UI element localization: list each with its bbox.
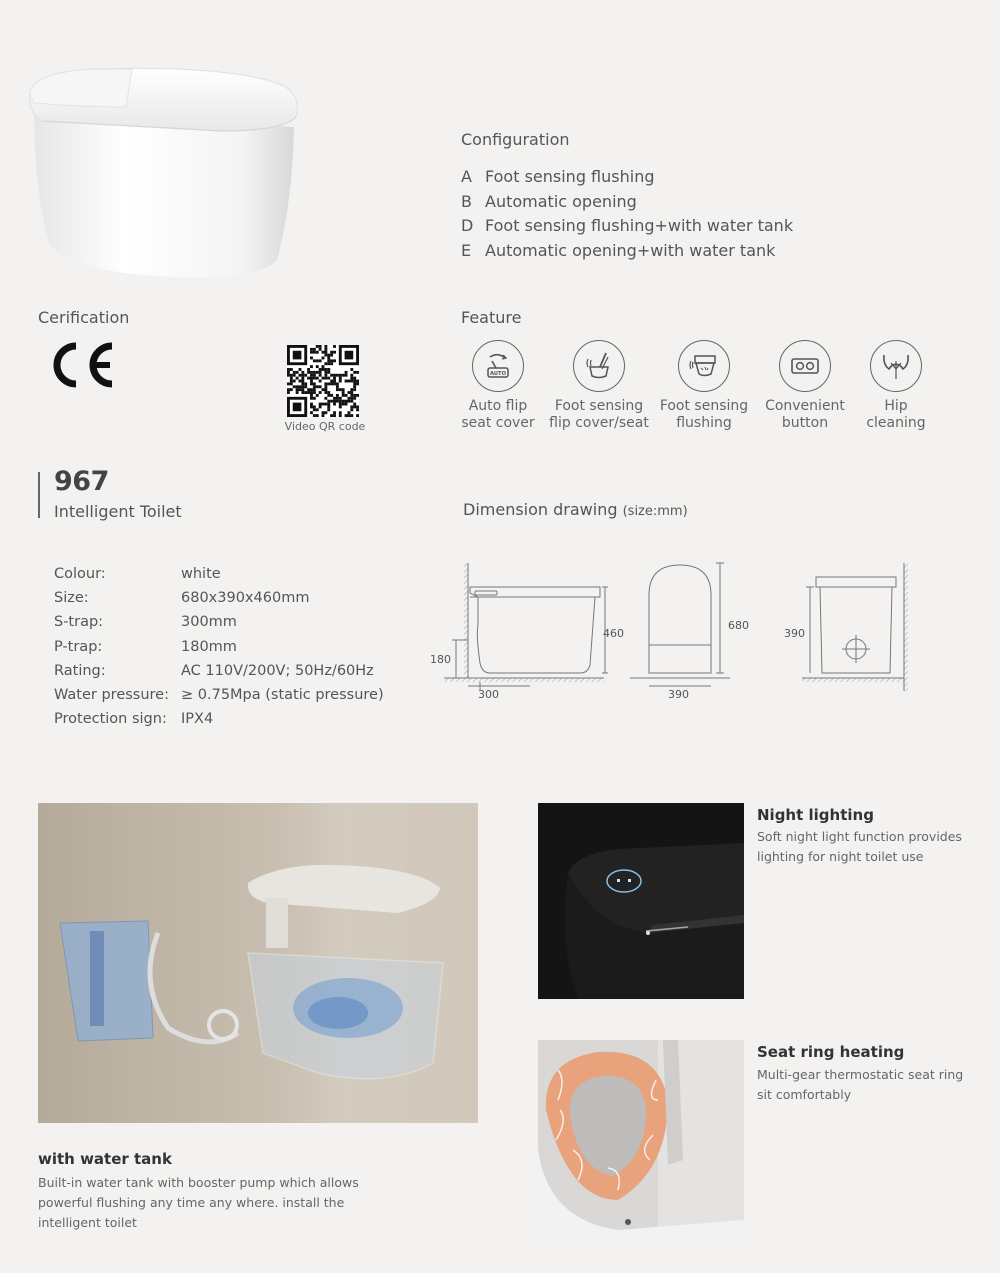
auto-flip-icon xyxy=(472,340,524,392)
product-image xyxy=(22,55,307,285)
model-accent-bar xyxy=(38,472,40,518)
spec-value: 300mm xyxy=(181,614,237,631)
configuration-item xyxy=(461,190,793,215)
dim-side-height: 460 xyxy=(603,627,624,640)
configuration-code: E xyxy=(461,240,472,260)
spec-value: 180mm xyxy=(181,638,237,655)
feature-label: Hip cleaning xyxy=(866,398,926,431)
ce-mark-icon xyxy=(50,340,118,390)
feature-title: Feature xyxy=(461,308,522,327)
tank-title: with water tank xyxy=(38,1150,172,1168)
dimension-title: Dimension drawing (size:mm) xyxy=(463,500,688,519)
spec-key: Protection sign: xyxy=(54,711,167,728)
seat-heating-image xyxy=(538,1040,744,1233)
dim-top-length: 680 xyxy=(728,619,749,632)
spec-value: IPX4 xyxy=(181,711,214,728)
foot-sensing-flip-icon xyxy=(573,340,625,392)
configuration-label: Automatic opening+with water tank xyxy=(485,240,776,260)
spec-value: AC 110V/200V; 50Hz/60Hz xyxy=(181,662,374,679)
spec-row xyxy=(54,659,384,683)
night-title: Night lighting xyxy=(757,806,874,824)
configuration-title: Configuration xyxy=(461,130,570,149)
configuration-item xyxy=(461,165,793,190)
convenient-button-icon xyxy=(779,340,831,392)
night-description: Soft night light function provides lighting for night toilet use xyxy=(757,829,962,864)
dim-trap-distance: 300 xyxy=(478,688,499,701)
hip-cleaning-icon xyxy=(870,340,922,392)
model-number: 967 xyxy=(54,466,109,497)
dim-trap-height: 180 xyxy=(430,653,451,666)
spec-row xyxy=(54,610,384,634)
configuration-item xyxy=(461,214,793,239)
spec-key: S-trap: xyxy=(54,614,104,631)
feature-foot-sensing-flip xyxy=(544,340,654,432)
heat-title: Seat ring heating xyxy=(757,1043,905,1061)
water-tank-image xyxy=(38,803,478,1123)
spec-key: P-trap: xyxy=(54,638,103,655)
dim-back-height: 390 xyxy=(784,627,805,640)
feature-label: Convenient button xyxy=(765,398,845,431)
spec-value: 680x390x460mm xyxy=(181,590,310,607)
model-name: Intelligent Toilet xyxy=(54,502,182,521)
feature-label: Foot sensing flip cover/seat xyxy=(549,398,649,431)
spec-row xyxy=(54,683,384,707)
heat-description: Multi-gear thermostatic seat ring sit comfortably xyxy=(757,1067,964,1102)
configuration-item xyxy=(461,239,793,264)
spec-row xyxy=(54,586,384,610)
qr-code-icon[interactable] xyxy=(287,345,359,417)
spec-row xyxy=(54,707,384,731)
feature-foot-sensing-flush xyxy=(649,340,759,432)
configuration-label: Foot sensing flushing xyxy=(485,167,655,186)
spec-key: Colour: xyxy=(54,566,106,582)
dimension-drawing xyxy=(430,555,930,710)
configuration-list xyxy=(461,165,793,263)
configuration-code: D xyxy=(461,216,474,235)
spec-key: Rating: xyxy=(54,662,106,679)
configuration-label: Foot sensing flushing+with water tank xyxy=(485,216,794,235)
feature-label: Foot sensing flushing xyxy=(659,398,749,431)
spec-value: ≥ 0.75Mpa (static pressure) xyxy=(181,687,384,704)
night-lighting-image xyxy=(538,803,744,999)
spec-key: Size: xyxy=(54,590,89,607)
configuration-label: Automatic opening xyxy=(485,191,637,211)
tank-description: Built-in water tank with booster pump which allows powerful flushing any time any where. install the intelligent toilet xyxy=(38,1175,359,1230)
certification-title: Cerification xyxy=(38,308,130,327)
spec-table xyxy=(54,562,384,731)
spec-row xyxy=(54,635,384,659)
auto-badge: AUTO xyxy=(489,371,507,377)
feature-label: Auto flip seat cover xyxy=(461,398,535,431)
configuration-code: A xyxy=(461,167,472,186)
qr-caption: Video QR code xyxy=(284,420,366,433)
feature-auto-flip xyxy=(443,340,553,432)
foot-sensing-flush-icon xyxy=(678,340,730,392)
spec-row xyxy=(54,562,384,586)
dim-top-width: 390 xyxy=(668,688,689,701)
spec-value: white xyxy=(181,566,221,582)
configuration-code: B xyxy=(461,191,472,211)
feature-hip-cleaning xyxy=(841,340,951,432)
spec-key: Water pressure: xyxy=(54,687,169,704)
